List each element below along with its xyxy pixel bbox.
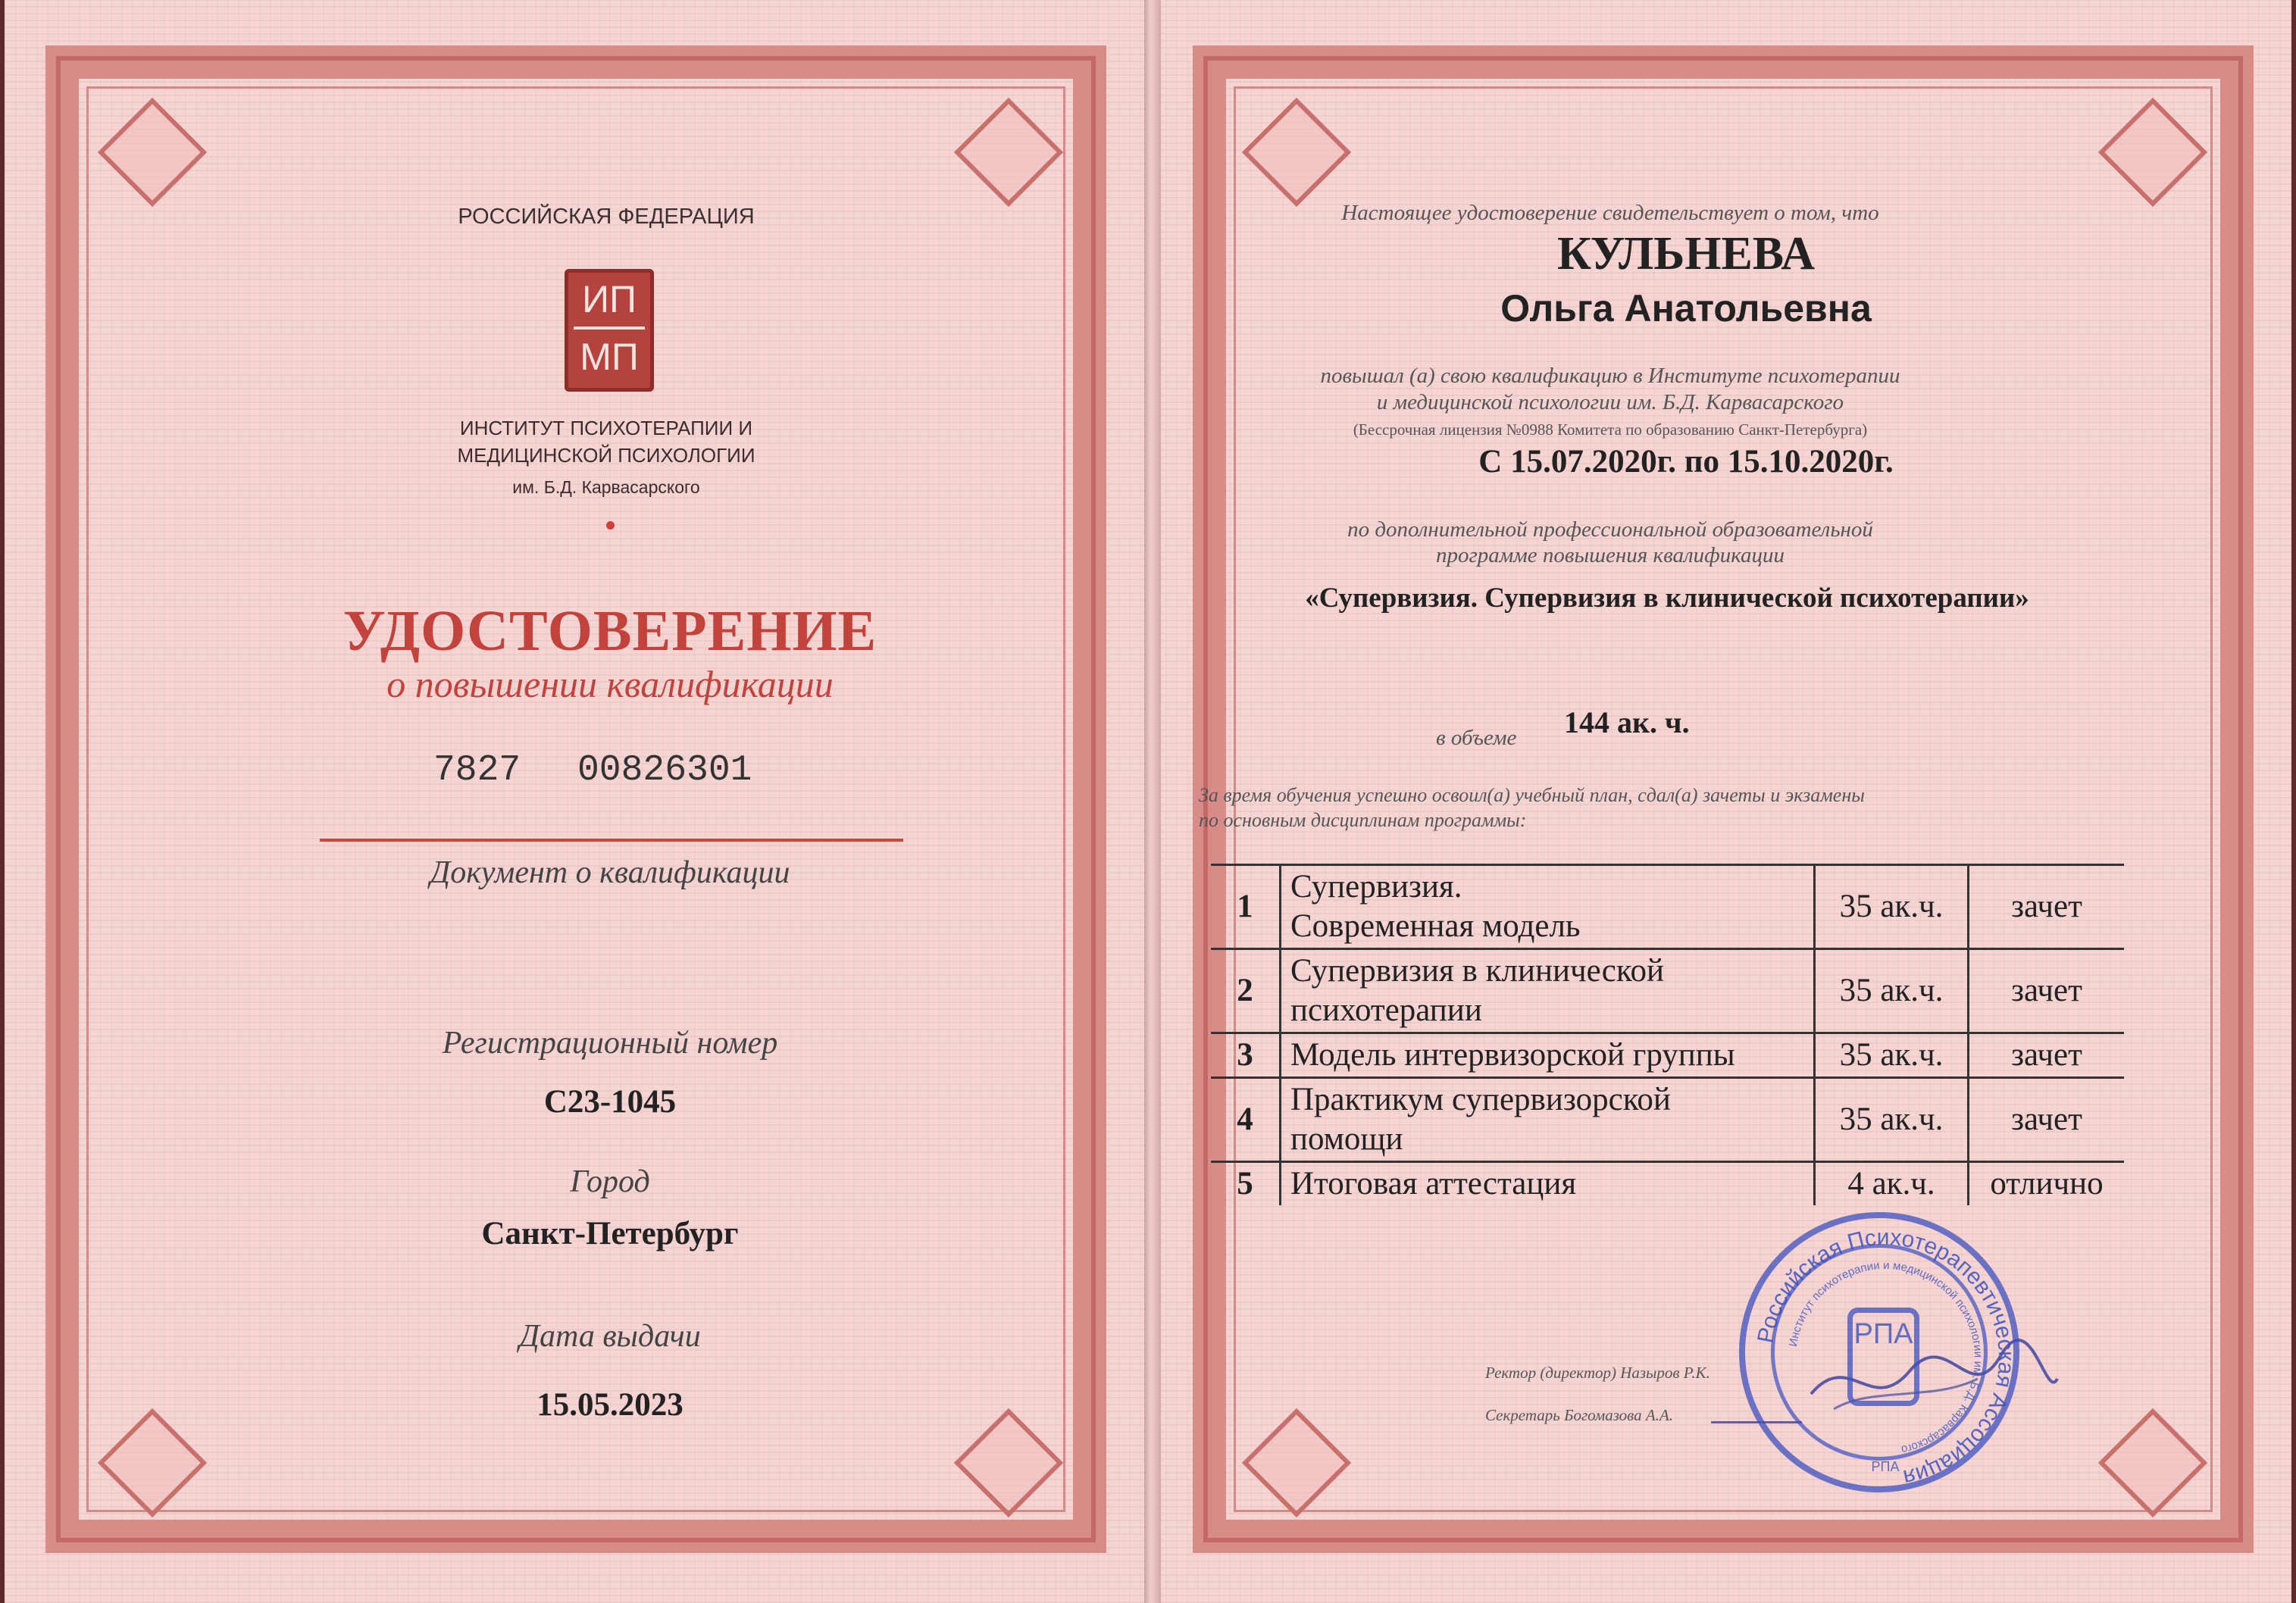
subject-hours: 4 ак.ч. bbox=[1815, 1162, 1969, 1206]
rector-signature-line: Ректор (директор) Назыров Р.К. bbox=[1485, 1364, 1710, 1382]
subject-name bbox=[1281, 1078, 1815, 1162]
country-heading: РОССИЙСКАЯ ФЕДЕРАЦИЯ bbox=[458, 205, 755, 229]
issue-date-label: Дата выдачи bbox=[519, 1319, 701, 1354]
qualification-text-line1: повышал (а) свою квалификацию в Институте психотерапии bbox=[1320, 364, 1900, 388]
subject-number: 3 bbox=[1211, 1033, 1281, 1078]
decorative-dot bbox=[606, 521, 615, 530]
subject-result: отлично bbox=[1969, 1162, 2125, 1206]
logo-text-bottom: МП bbox=[580, 336, 639, 378]
volume-label: в объеме bbox=[1436, 726, 1517, 750]
subject-result: зачет bbox=[1969, 1078, 2125, 1162]
subject-name bbox=[1281, 1162, 1815, 1206]
document-number: 00826301 bbox=[577, 750, 752, 791]
subject-result: зачет bbox=[1969, 865, 2125, 949]
institute-name-line3: им. Б.Д. Карвасарского bbox=[512, 477, 700, 497]
seal-logo: РПА bbox=[1847, 1308, 1919, 1406]
subject-hours: 35 ак.ч. bbox=[1815, 1033, 1969, 1078]
holder-given-names: Ольга Анатольевна bbox=[1500, 287, 1872, 330]
document-title: УДОСТОВЕРЕНИЕ bbox=[343, 599, 877, 663]
official-seal bbox=[1739, 1212, 2019, 1492]
separator-line bbox=[320, 839, 903, 842]
subject-hours: 35 ак.ч. bbox=[1815, 865, 1969, 949]
program-name: «Супервизия. Супервизия в клинической психотерапии» bbox=[1305, 583, 2029, 614]
program-text-line1: по дополнительной профессиональной образовательной bbox=[1347, 517, 1873, 542]
license-text: (Бессрочная лицензия №0988 Комитета по образованию Санкт-Петербурга) bbox=[1353, 420, 1868, 439]
subject-number: 5 bbox=[1211, 1162, 1281, 1206]
subject-row bbox=[1211, 1078, 2124, 1162]
subject-name-line1: Итоговая аттестация bbox=[1290, 1166, 1577, 1201]
book-spine bbox=[1144, 0, 1161, 1603]
subject-row bbox=[1211, 949, 2124, 1033]
institute-name-line2: МЕДИЦИНСКОЙ ПСИХОЛОГИИ bbox=[457, 444, 755, 467]
subject-name-line1: Практикум супервизорской bbox=[1290, 1082, 1671, 1117]
subject-hours: 35 ак.ч. bbox=[1815, 1078, 1969, 1162]
city-value: Санкт-Петербург bbox=[481, 1216, 739, 1251]
program-text-line2: программе повышения квалификации bbox=[1435, 543, 1785, 567]
secretary-signature-line: Секретарь Богомазова А.А. bbox=[1485, 1406, 1674, 1424]
issue-date-value: 15.05.2023 bbox=[536, 1387, 683, 1423]
subject-name-line2: Современная модель bbox=[1290, 908, 1581, 944]
subject-number: 2 bbox=[1211, 949, 1281, 1033]
logo-divider bbox=[574, 327, 645, 330]
subject-result: зачет bbox=[1969, 949, 2125, 1033]
seal-outer-text: Российская Психотерапевтическая Ассоциация bbox=[1753, 1224, 2019, 1491]
subject-number: 1 bbox=[1211, 865, 1281, 949]
subject-name bbox=[1281, 949, 1815, 1033]
subject-row bbox=[1211, 1162, 2124, 1206]
logo-text-top: ИП bbox=[582, 278, 637, 320]
institute-logo bbox=[565, 269, 654, 392]
subject-row bbox=[1211, 865, 2124, 949]
registration-label: Регистрационный номер bbox=[442, 1026, 778, 1061]
seal-bottom-text: РПА bbox=[1871, 1459, 1900, 1474]
subject-name-line1: Супервизия в клинической bbox=[1290, 953, 1665, 989]
study-plan-text-line1: За время обучения успешно освоил(а) учебный план, сдал(а) зачеты и экзамены bbox=[1199, 784, 1865, 806]
registration-number: С23-1045 bbox=[543, 1084, 677, 1120]
holder-surname: КУЛЬНЕВА bbox=[1556, 228, 1816, 280]
subject-name-line2: помощи bbox=[1290, 1121, 1403, 1157]
subject-result: зачет bbox=[1969, 1033, 2125, 1078]
subject-name bbox=[1281, 865, 1815, 949]
subject-name-line2: психотерапии bbox=[1290, 992, 1482, 1028]
city-label: Город bbox=[570, 1164, 650, 1199]
subject-name-line1: Супервизия. bbox=[1290, 869, 1462, 905]
qualification-text-line2: и медицинской психологии им. Б.Д. Карвасарского bbox=[1376, 390, 1844, 414]
institute-name-line1: ИНСТИТУТ ПСИХОТЕРАПИИ И bbox=[459, 417, 753, 439]
subject-name bbox=[1281, 1033, 1815, 1078]
training-period: С 15.07.2020г. по 15.10.2020г. bbox=[1478, 444, 1894, 480]
volume-value: 144 ак. ч. bbox=[1564, 705, 1690, 739]
subject-hours: 35 ак.ч. bbox=[1815, 949, 1969, 1033]
subject-name-line1: Модель интервизорской группы bbox=[1290, 1037, 1735, 1073]
subject-number: 4 bbox=[1211, 1078, 1281, 1162]
document-subtitle: о повышении квалификации bbox=[386, 663, 834, 705]
seal-inner-text: Институт психотерапии и медицинской психологии им. Б.Д. Карвасарского bbox=[1786, 1258, 1985, 1457]
study-plan-text-line2: по основным дисциплинам программы: bbox=[1199, 809, 1527, 831]
document-type: Документ о квалификации bbox=[430, 855, 790, 890]
intro-text: Настоящее удостоверение свидетельствует о том, что bbox=[1341, 201, 1879, 225]
subjects-table bbox=[1211, 864, 2124, 1205]
document-series: 7827 bbox=[433, 750, 521, 791]
subject-row bbox=[1211, 1033, 2124, 1078]
